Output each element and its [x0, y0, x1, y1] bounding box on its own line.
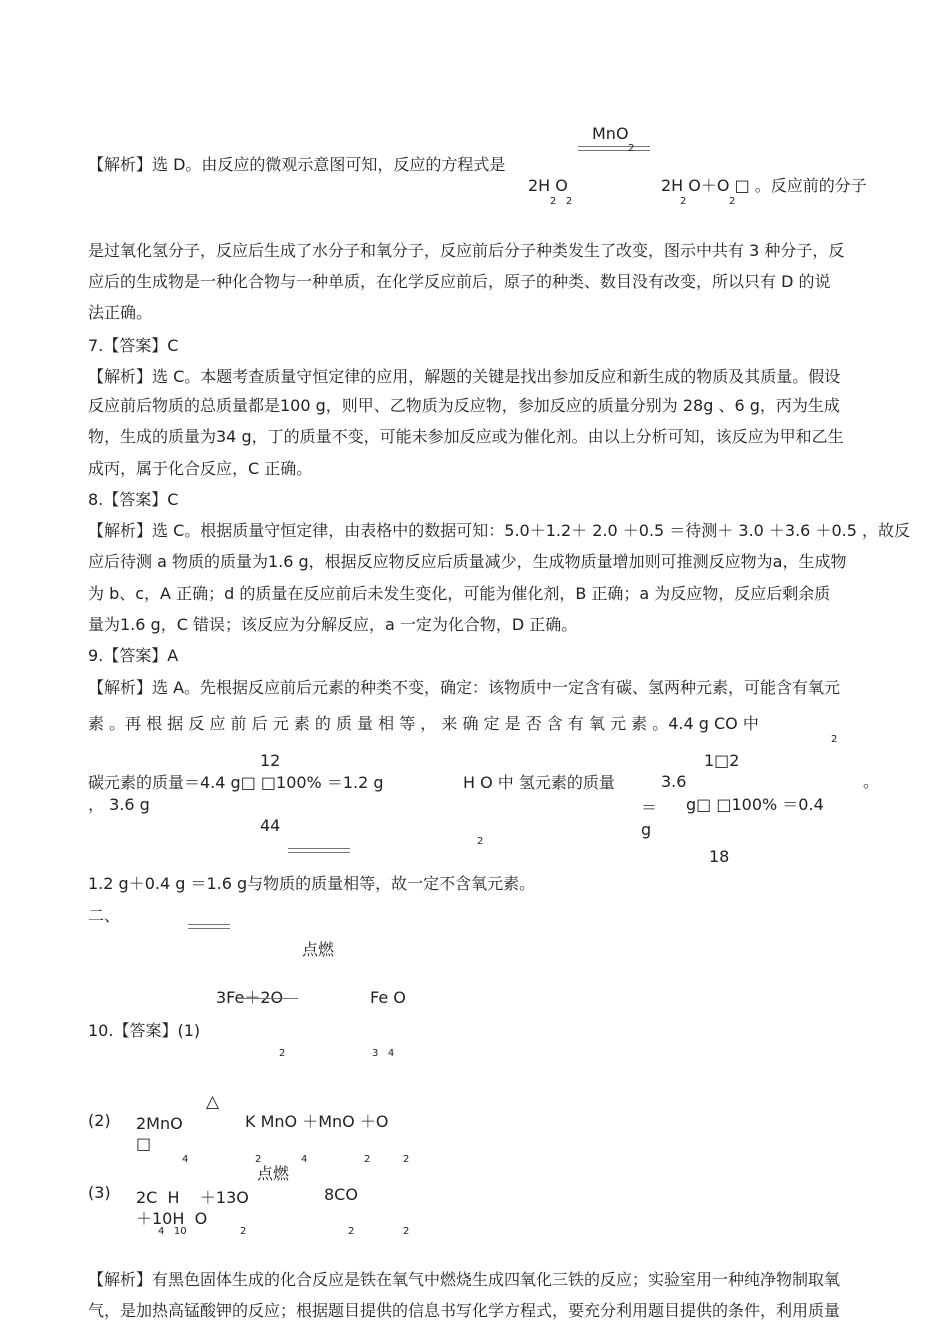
hydrogen-calc: g□ □100% ＝0.4 — [686, 795, 824, 814]
catalyst-label: MnO — [592, 124, 629, 143]
part-2-label: (2) — [88, 1111, 111, 1130]
q7-line-2: 反应前后物质的总质量都是100 g，则甲、乙物质为反应物，参加反应的质量分别为 28g 、6 g，丙为生成 — [88, 396, 840, 415]
fe-reaction-line — [238, 998, 298, 999]
o2-subscript: 2 — [403, 1154, 410, 1165]
q6-line-2: 应后的生成物是一种化合物与一种单质，在化学反应前后，原子的种类、数目没有改变，所以只有 D 的说 — [88, 272, 831, 291]
fraction-bar — [288, 848, 350, 853]
carbon-mass: 碳元素的质量＝4.4 g□ □100% ＝1.2 g — [88, 773, 384, 792]
mno2-subscript: 2 — [364, 1154, 371, 1165]
q6-eq-right-sub2: 2 — [729, 196, 736, 207]
fraction-12: 12 — [260, 751, 281, 770]
part-2-left: 2MnO □ — [136, 1114, 183, 1153]
o2-subscript-3: 2 — [240, 1226, 247, 1237]
q8-line-2: 应后待测 a 物质的质量为1.6 g，根据反应物反应后质量减少，生成物质量增加则可推测反应物为a，生成物 — [88, 552, 847, 571]
fraction-1x2: 1□2 — [704, 751, 740, 770]
q9-answer: 9.【答案】A — [88, 646, 179, 665]
period-mark: 。 — [863, 772, 880, 791]
k2mno4-sub-1: 2 — [255, 1154, 262, 1165]
analysis-line-1: 【解析】有黑色固体生成的化合反应是铁在氧气中燃烧生成四氧化三铁的反应；实验室用一种纯净物制取氧 — [88, 1270, 841, 1289]
butane-subscripts: 4 10 — [158, 1226, 187, 1237]
catalyst-subscript: 2 — [628, 143, 635, 154]
q7-line-4: 成丙，属于化合反应，C 正确。 — [88, 459, 313, 478]
fe-equation-left: 3Fe＋2O — [216, 988, 284, 1007]
ignite-label-2: 点燃 — [257, 1164, 290, 1183]
q6-line-3: 法正确。 — [88, 303, 153, 322]
answer-10: 10.【答案】(1) — [88, 1021, 201, 1040]
q8-line-3: 为 b、c，A 正确；d 的质量在反应前后未发生变化，可能为催化剂，B 正确；a 为反应物，反应后剩余质 — [88, 584, 831, 603]
part-3-left: 2C H ＋13O ＋10H O — [136, 1188, 249, 1228]
q8-line-4: 量为1.6 g，C 错误；该反应为分解反应，a 一定为化合物，D 正确。 — [88, 615, 578, 634]
q6-eq-right-sub1: 2 — [680, 196, 687, 207]
part-2-right: K MnO ＋MnO ＋O — [245, 1112, 389, 1131]
q9-line-2: 素 。再 根 据 反 应 前 后 元 素 的 质 量 相 等 ， 来 确 定 是 否 含 有 氧 元 素 。4.4 g CO 中 — [88, 714, 759, 733]
q6-line-1: 是过氧化氢分子，反应后生成了水分子和氧分子，反应前后分子种类发生了改变，图示中共有 3 种分子，反 — [88, 241, 845, 260]
ignite-label: 点燃 — [302, 940, 335, 959]
q7-line-3: 物，生成的质量为34 g，丁的质量不变，可能未参加反应或为催化剂。由以上分析可知，该反应为甲和乙生 — [88, 427, 844, 446]
q9-final: 1.2 g＋0.4 g ＝1.6 g与物质的质量相等，故一定不含氧元素。 — [88, 874, 536, 893]
fe3o4-subscripts: 3 4 — [372, 1048, 395, 1059]
comma-3-6g: ， 3.6 g — [88, 795, 150, 814]
h2o-subscript: 2 — [477, 836, 484, 847]
q7-answer: 7.【答案】C — [88, 336, 179, 355]
h2o-subscript-3: 2 — [403, 1226, 410, 1237]
co2-subscript: 2 — [831, 734, 838, 745]
fraction-18: 18 — [709, 847, 730, 866]
fe-equation-right: Fe O — [370, 988, 406, 1007]
section-heading: 二、 — [88, 906, 121, 925]
q6-eq-right: 2H O＋O □ 。反应前的分子 — [661, 176, 867, 195]
q8-answer: 8.【答案】C — [88, 490, 179, 509]
part-3-label: (3) — [88, 1183, 111, 1202]
heat-triangle-icon: △ — [206, 1092, 220, 1112]
part-3-right: 8CO — [324, 1185, 358, 1204]
q6-intro: 【解析】选 D。由反应的微观示意图可知，反应的方程式是 — [88, 155, 506, 174]
heading-rule — [188, 924, 230, 929]
co2-subscript-3: 2 — [348, 1226, 355, 1237]
q7-line-1: 【解析】选 C。本题考查质量守恒定律的应用，解题的关键是找出参加反应和新生成的物质及其质量。假设 — [88, 367, 841, 386]
value-3-6: 3.6 — [661, 772, 687, 791]
q8-line-1: 【解析】选 C。根据质量守恒定律，由表格中的数据可知：5.0＋1.2＋ 2.0 ＋0.5 ＝待测＋ 3.0 ＋3.6 ＋0.5 ，故反 — [88, 521, 910, 540]
q9-line-1: 【解析】选 A。先根据反应前后元素的种类不变，确定：该物质中一定含有碳、氢两种元素，可能含有氧元 — [88, 678, 841, 697]
h2o-hydrogen: H O 中 氢元素的质量 — [463, 773, 615, 792]
reaction-arrow — [578, 146, 650, 151]
fe-o2-subscript: 2 — [279, 1048, 286, 1059]
q6-eq-left: 2H O — [528, 176, 568, 195]
q6-eq-left-subs: 2 2 — [550, 196, 573, 207]
k2mno4-sub-2: 4 — [301, 1154, 308, 1165]
analysis-line-2: 气，是加热高锰酸钾的反应；根据题目提供的信息书写化学方程式，要充分利用题目提供的条件，利用质量 — [88, 1301, 841, 1320]
equals-g: ＝ g — [641, 798, 658, 839]
fraction-44: 44 — [260, 816, 281, 835]
kmno4-subscript: 4 — [182, 1154, 189, 1165]
